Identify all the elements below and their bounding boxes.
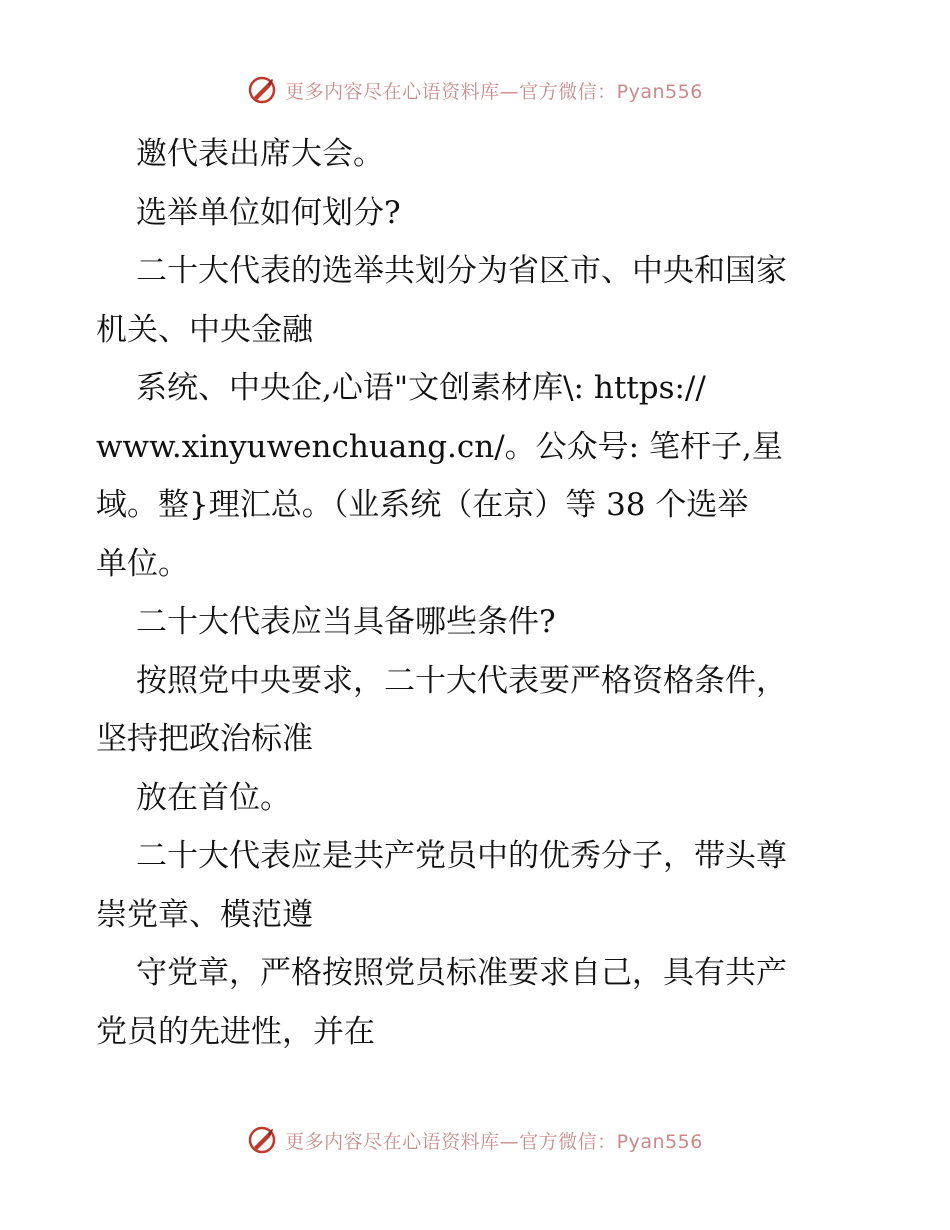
text-line: 二十大代表应是共产党员中的优秀分子，带头尊: [136, 838, 787, 874]
question-heading: 选举单位如何划分?: [136, 194, 401, 231]
watermark-text: 更多内容尽在心语资料库—官方微信：Pyan556: [285, 80, 703, 103]
quill-pen-logo-icon: [247, 75, 277, 105]
text-line: 二十大代表的选举共划分为省区市、中央和国家: [136, 253, 787, 289]
text-line: 系统、中央企,心语"文创素材库\: https://: [136, 370, 706, 406]
footer-watermark: [0, 1122, 950, 1158]
text-line: 放在首位。: [136, 779, 291, 816]
document-body: [96, 125, 856, 1061]
text-line: 坚持把政治标准: [96, 721, 313, 757]
text-line: www.xinyuwenchuang.cn/。公众号: 笔杆子,星: [96, 428, 783, 465]
text-line: 按照党中央要求，二十大代表要严格资格条件，: [136, 662, 787, 699]
text-line: 崇党章、模范遵: [96, 896, 313, 933]
text-line: 邀代表出席大会。: [136, 136, 384, 172]
text-line: 域。整}理汇总。（业系统（在京）等 38 个选举: [96, 487, 749, 523]
question-heading: 二十大代表应当具备哪些条件?: [136, 604, 556, 640]
text-line: 机关、中央金融: [96, 311, 313, 348]
header-watermark: [0, 72, 950, 108]
quill-pen-logo-icon: [247, 1125, 277, 1155]
watermark-text: 更多内容尽在心语资料库—官方微信：Pyan556: [285, 1130, 703, 1153]
text-line: 守党章，严格按照党员标准要求自己，具有共产: [136, 955, 787, 991]
text-line: 单位。: [96, 545, 189, 582]
text-line: 党员的先进性，并在: [96, 1013, 375, 1050]
